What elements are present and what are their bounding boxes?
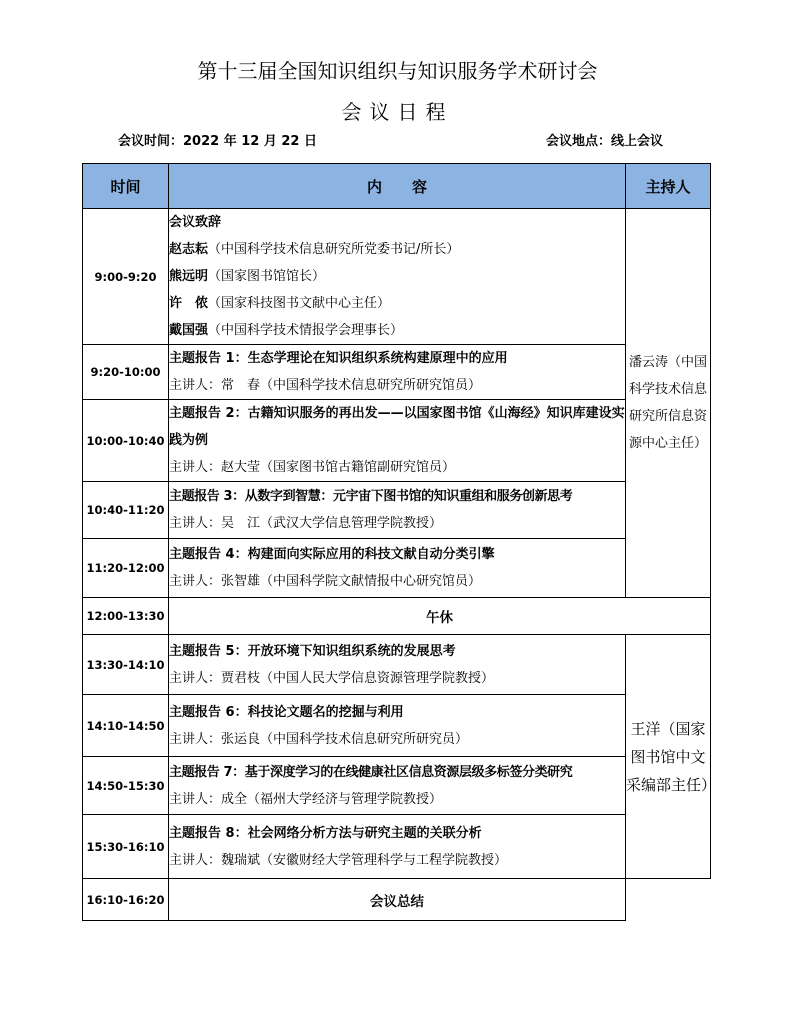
meeting-place: 会议地点：线上会议	[546, 134, 664, 149]
table-row	[83, 635, 711, 695]
report-cell	[169, 757, 626, 815]
opening-line	[169, 290, 625, 317]
report-speaker: 主讲人：赵大莹（国家图书馆古籍馆副研究馆员）	[169, 460, 456, 475]
afternoon-host: 王洋（国家图书馆中文采编部主任）	[626, 635, 711, 879]
report-cell	[169, 345, 626, 400]
report-speaker: 主讲人：张运良（中国科学技术信息研究所研究员）	[169, 731, 469, 747]
table-row	[83, 209, 711, 345]
row-time: 14:10-14:50	[83, 695, 169, 757]
row-time: 16:10-16:20	[83, 879, 169, 921]
report-cell	[169, 635, 626, 695]
report-speaker: 主讲人：成全（福州大学经济与管理学院教授）	[169, 791, 443, 807]
row-time: 9:00-9:20	[83, 209, 169, 345]
report-cell	[169, 815, 626, 879]
speaker-affiliation: （中国科学技术情报学会理事长）	[208, 323, 404, 338]
row-time: 10:00-10:40	[83, 400, 169, 482]
opening-line	[169, 209, 625, 236]
row-time: 15:30-16:10	[83, 815, 169, 879]
opening-line	[169, 263, 625, 290]
report-topic: 主题报告 2：古籍知识服务的再出发——以国家图书馆《山海经》知识库建设实践为例	[169, 406, 625, 448]
header-host: 主持人	[626, 164, 711, 209]
speaker-name: 许 侬	[169, 296, 209, 311]
morning-host: 潘云涛（中国科学技术信息研究所信息资源中心主任）	[626, 209, 711, 598]
table-row	[83, 539, 711, 598]
report-topic: 主题报告 1：生态学理论在知识组织系统构建原理中的应用	[169, 351, 508, 366]
row-time: 14:50-15:30	[83, 757, 169, 815]
row-time: 11:20-12:00	[83, 539, 169, 598]
table-row	[83, 482, 711, 539]
speaker-name: 戴国强	[169, 323, 209, 338]
speaker-name: 赵志耘	[169, 242, 209, 257]
agenda-subtitle: 会议日程	[341, 100, 454, 124]
table-row	[83, 757, 711, 815]
report-cell	[169, 400, 626, 482]
opening-line	[169, 236, 625, 263]
report-cell	[169, 695, 626, 757]
row-time: 13:30-14:10	[83, 635, 169, 695]
report-topic: 主题报告 8：社会网络分析方法与研究主题的关联分析	[169, 825, 482, 841]
table-row	[83, 598, 711, 635]
conference-title: 第十三届全国知识组织与知识服务学术研讨会	[197, 59, 598, 83]
report-cell	[169, 482, 626, 539]
speaker-affiliation: （中国科学技术信息研究所党委书记/所长）	[208, 242, 460, 257]
report-topic: 主题报告 4：构建面向实际应用的科技文献自动分类引擎	[169, 547, 495, 562]
closing-summary: 会议总结	[169, 879, 626, 921]
table-row	[83, 695, 711, 757]
table-header-row	[83, 164, 711, 209]
row-time: 10:40-11:20	[83, 482, 169, 539]
lunch-break: 午休	[169, 598, 711, 635]
report-cell	[169, 539, 626, 598]
table-row	[83, 879, 711, 921]
opening-heading: 会议致辞	[169, 215, 222, 230]
report-topic: 主题报告 3：从数字到智慧：元宇宙下图书馆的知识重组和服务创新思考	[169, 489, 573, 504]
table-row	[83, 345, 711, 400]
schedule-table	[82, 163, 717, 921]
report-speaker: 主讲人：吴 江（武汉大学信息管理学院教授）	[169, 516, 443, 531]
report-speaker: 主讲人：常 春（中国科学技术信息研究所研究馆员）	[169, 378, 482, 393]
report-speaker: 主讲人：张智雄（中国科学院文献情报中心研究馆员）	[169, 574, 482, 589]
speaker-affiliation: （国家图书馆馆长）	[208, 269, 326, 284]
header-time: 时间	[83, 164, 169, 209]
report-speaker: 主讲人：魏瑞斌（安徽财经大学管理科学与工程学院教授）	[169, 852, 508, 868]
row-time: 12:00-13:30	[83, 598, 169, 635]
row-time: 9:20-10:00	[83, 345, 169, 400]
report-topic: 主题报告 7：基于深度学习的在线健康社区信息资源层级多标签分类研究	[169, 764, 573, 780]
opening-remarks	[169, 209, 626, 345]
report-speaker: 主讲人：贾君枝（中国人民大学信息资源管理学院教授）	[169, 670, 495, 686]
table-row	[83, 815, 711, 879]
report-topic: 主题报告 6：科技论文题名的挖掘与利用	[169, 704, 404, 720]
meeting-time: 会议时间：2022 年 12 月 22 日	[118, 134, 317, 149]
speaker-name: 熊远明	[169, 269, 209, 284]
table-row	[83, 400, 711, 482]
header-content: 内 容	[169, 164, 626, 209]
opening-line	[169, 317, 625, 344]
report-topic: 主题报告 5：开放环境下知识组织系统的发展思考	[169, 643, 456, 659]
speaker-affiliation: （国家科技图书文献中心主任）	[208, 296, 391, 311]
